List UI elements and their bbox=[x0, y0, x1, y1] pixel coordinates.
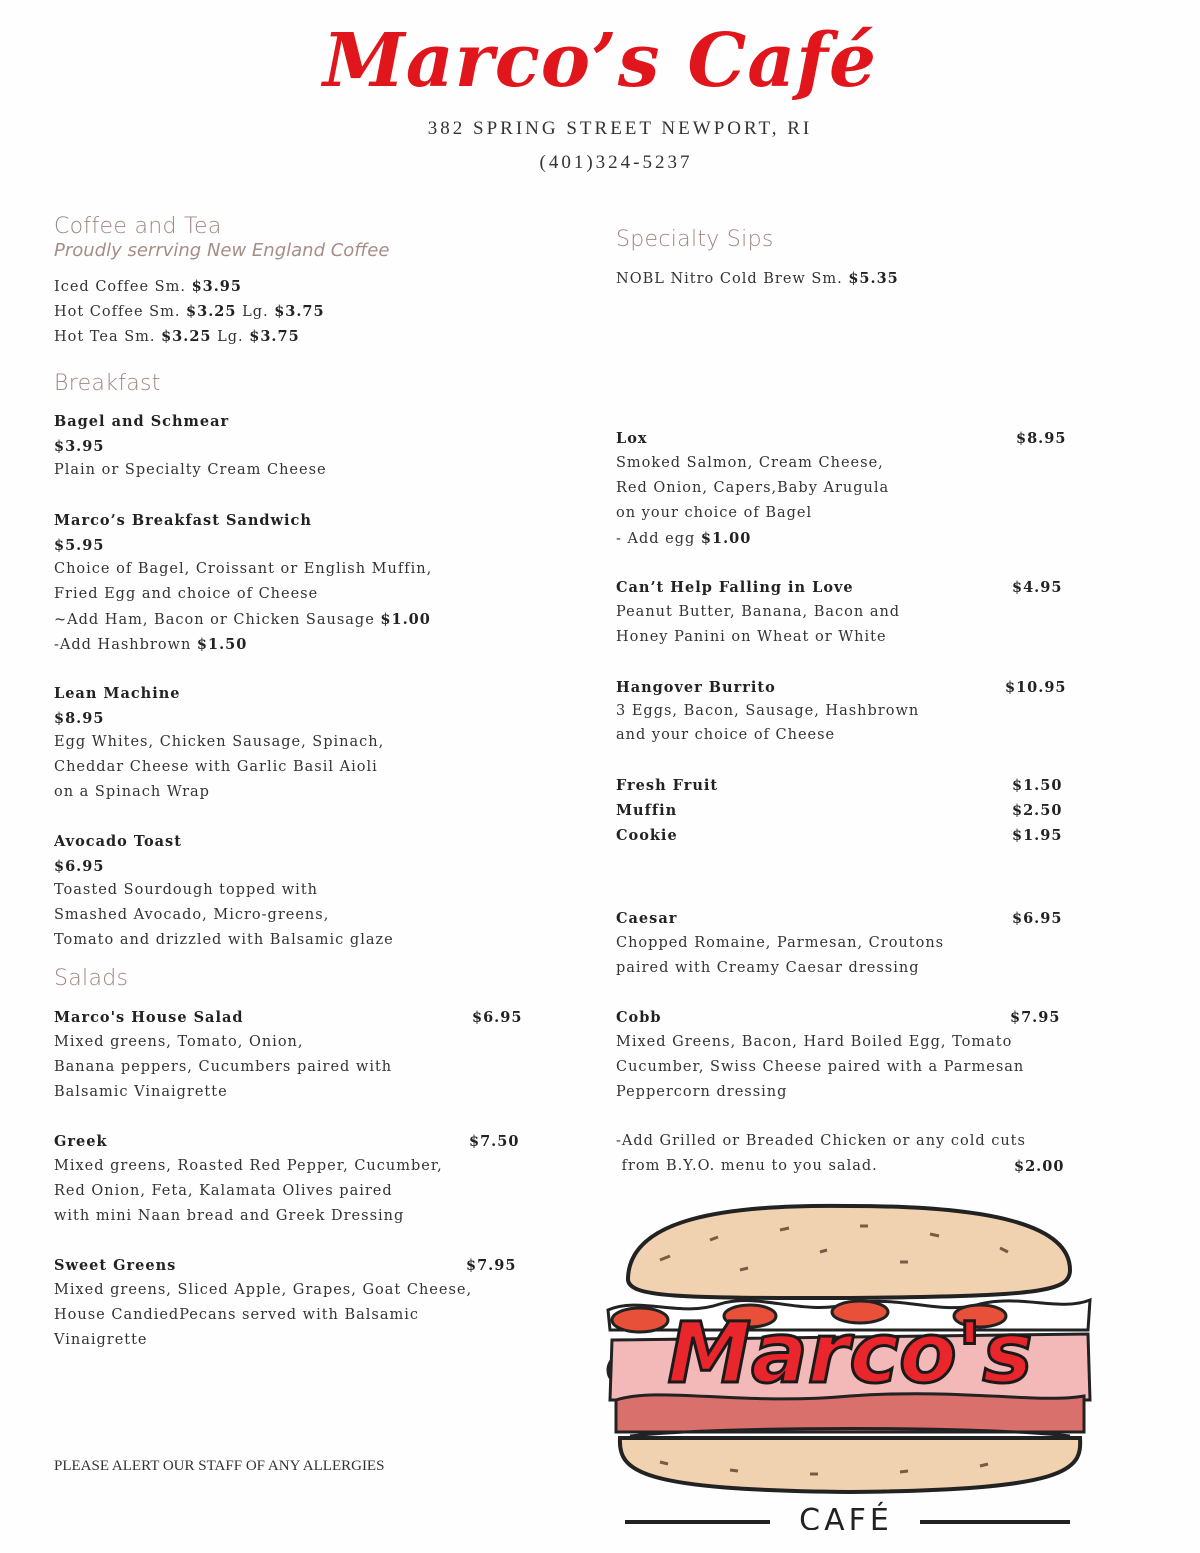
item-name-muffin: Muffin bbox=[616, 802, 678, 819]
item-price-caesar: $6.95 bbox=[1012, 910, 1063, 927]
item-price-large: $3.75 bbox=[274, 303, 325, 320]
item-desc: Smashed Avocado, Micro-greens, bbox=[54, 907, 330, 923]
item-desc: on your choice of Bagel bbox=[616, 505, 813, 521]
item-desc: Mixed Greens, Bacon, Hard Boiled Egg, Tomato bbox=[616, 1034, 1013, 1050]
item-price-cobb: $7.95 bbox=[1010, 1009, 1061, 1026]
item-desc: Egg Whites, Chicken Sausage, Spinach, bbox=[54, 734, 385, 750]
section-title-specialty: Specialty Sips bbox=[616, 227, 774, 252]
item-name-lox: Lox bbox=[616, 430, 648, 447]
item-desc: Choice of Bagel, Croissant or English Muffin, bbox=[54, 561, 433, 577]
item-price-sweet-greens: $7.95 bbox=[466, 1257, 517, 1274]
address: 382 SPRING STREET NEWPORT, RI bbox=[427, 118, 813, 139]
section-title-breakfast: Breakfast bbox=[54, 371, 161, 396]
addon-label: - Add egg bbox=[616, 531, 701, 547]
section-title-salads: Salads bbox=[54, 966, 129, 991]
item-desc: Chopped Romaine, Parmesan, Croutons bbox=[616, 935, 945, 951]
phone-number: (401)324-5237 bbox=[539, 152, 693, 173]
addon-label: -Add Hashbrown bbox=[54, 637, 197, 653]
item-desc: Honey Panini on Wheat or White bbox=[616, 629, 887, 645]
item-price-cookie: $1.95 bbox=[1012, 827, 1063, 844]
item-price-large: $3.75 bbox=[249, 328, 300, 345]
item-desc: House CandiedPecans served with Balsamic bbox=[54, 1307, 420, 1323]
item-label: NOBL Nitro Cold Brew Sm. bbox=[616, 271, 843, 287]
item-price-muffin: $2.50 bbox=[1012, 802, 1063, 819]
marcos-cafe-logo bbox=[600, 1200, 1095, 1530]
item-label: Iced Coffee Sm. bbox=[54, 279, 186, 295]
item-label-large: Lg. bbox=[242, 304, 269, 320]
sandwich-logo-icon bbox=[600, 1200, 1095, 1530]
item-desc: Red Onion, Feta, Kalamata Olives paired bbox=[54, 1183, 393, 1199]
item-desc: Peppercorn dressing bbox=[616, 1084, 788, 1100]
item-desc: Mixed greens, Roasted Red Pepper, Cucumber, bbox=[54, 1158, 443, 1174]
addon-label: ~Add Ham, Bacon or Chicken Sausage bbox=[54, 612, 381, 628]
item-name-fresh-fruit: Fresh Fruit bbox=[616, 777, 719, 794]
item-name-hangover-burrito: Hangover Burrito bbox=[616, 679, 776, 696]
item-addon bbox=[54, 607, 431, 633]
item-desc: Smoked Salmon, Cream Cheese, bbox=[616, 455, 884, 471]
restaurant-name: Marco’s Café bbox=[322, 18, 878, 104]
item-hot-tea bbox=[54, 324, 300, 350]
addon-price: $1.50 bbox=[196, 636, 248, 653]
item-addon bbox=[616, 526, 751, 552]
item-name-cant-help-falling: Can’t Help Falling in Love bbox=[616, 579, 854, 596]
item-name-caesar: Caesar bbox=[616, 910, 678, 927]
item-name-greek: Greek bbox=[54, 1133, 108, 1150]
item-desc: Balsamic Vinaigrette bbox=[54, 1084, 228, 1100]
salad-addon-line2: from B.Y.O. menu to you salad. bbox=[616, 1158, 878, 1174]
item-name-lean-machine: Lean Machine bbox=[54, 685, 181, 702]
logo-wordmark: Marco's bbox=[667, 1304, 1033, 1402]
addon-price: $1.00 bbox=[380, 611, 431, 628]
item-name-breakfast-sandwich: Marco’s Breakfast Sandwich bbox=[54, 512, 312, 529]
item-price-small: $3.25 bbox=[161, 328, 212, 345]
item-desc: Banana peppers, Cucumbers paired with bbox=[54, 1059, 393, 1075]
item-desc: Plain or Specialty Cream Cheese bbox=[54, 462, 327, 478]
item-nitro-cold-brew bbox=[616, 266, 899, 292]
item-price-small: $3.25 bbox=[186, 303, 237, 320]
item-desc: Cheddar Cheese with Garlic Basil Aioli bbox=[54, 759, 378, 775]
item-desc: on a Spinach Wrap bbox=[54, 784, 210, 800]
item-desc: Peanut Butter, Banana, Bacon and bbox=[616, 604, 901, 620]
item-price-fresh-fruit: $1.50 bbox=[1012, 777, 1063, 794]
section-title-coffee: Coffee and Tea bbox=[54, 214, 222, 239]
item-price-bagel: $3.95 bbox=[54, 438, 105, 455]
item-price-lox: $8.95 bbox=[1016, 430, 1067, 447]
item-desc: Vinaigrette bbox=[54, 1332, 148, 1348]
item-price-house-salad: $6.95 bbox=[472, 1009, 523, 1026]
item-desc: Tomato and drizzled with Balsamic glaze bbox=[54, 932, 394, 948]
item-price-breakfast-sandwich: $5.95 bbox=[54, 537, 105, 554]
item-name-bagel: Bagel and Schmear bbox=[54, 413, 230, 430]
item-name-avocado-toast: Avocado Toast bbox=[54, 833, 182, 850]
item-price: $3.95 bbox=[191, 278, 242, 295]
item-desc: Mixed greens, Sliced Apple, Grapes, Goat Cheese, bbox=[54, 1282, 473, 1298]
item-name-house-salad: Marco's House Salad bbox=[54, 1009, 244, 1026]
item-desc: Cucumber, Swiss Cheese paired with a Parmesan bbox=[616, 1059, 1025, 1075]
item-label: Hot Coffee Sm. bbox=[54, 304, 181, 320]
item-desc: Toasted Sourdough topped with bbox=[54, 882, 318, 898]
salad-addon-line1: -Add Grilled or Breaded Chicken or any cold cuts bbox=[616, 1133, 1026, 1149]
item-desc: and your choice of Cheese bbox=[616, 727, 836, 743]
item-iced-coffee bbox=[54, 274, 242, 300]
salad-addon-price: $2.00 bbox=[1014, 1158, 1065, 1175]
item-label-large: Lg. bbox=[217, 329, 244, 345]
item-price-avocado-toast: $6.95 bbox=[54, 858, 105, 875]
item-name-cookie: Cookie bbox=[616, 827, 678, 844]
item-price-hangover-burrito: $10.95 bbox=[1005, 679, 1067, 696]
item-price-greek: $7.50 bbox=[469, 1133, 520, 1150]
logo-cafe-text: CAFÉ bbox=[799, 1503, 893, 1530]
coffee-subtitle: Proudly serrving New England Coffee bbox=[54, 240, 390, 261]
allergy-notice: PLEASE ALERT OUR STAFF OF ANY ALLERGIES bbox=[54, 1458, 385, 1474]
item-hot-coffee bbox=[54, 299, 325, 325]
item-name-sweet-greens: Sweet Greens bbox=[54, 1257, 177, 1274]
item-price-lean-machine: $8.95 bbox=[54, 710, 105, 727]
item-name-cobb: Cobb bbox=[616, 1009, 662, 1026]
item-desc: Mixed greens, Tomato, Onion, bbox=[54, 1034, 304, 1050]
item-desc: Red Onion, Capers,Baby Arugula bbox=[616, 480, 890, 496]
item-desc: with mini Naan bread and Greek Dressing bbox=[54, 1208, 405, 1224]
item-price: $5.35 bbox=[848, 270, 899, 287]
item-desc: 3 Eggs, Bacon, Sausage, Hashbrown bbox=[616, 703, 920, 719]
item-addon bbox=[54, 632, 247, 658]
addon-price: $1.00 bbox=[700, 530, 752, 547]
item-price-cant-help-falling: $4.95 bbox=[1012, 579, 1063, 596]
item-desc: paired with Creamy Caesar dressing bbox=[616, 960, 920, 976]
item-desc: Fried Egg and choice of Cheese bbox=[54, 586, 319, 602]
item-label: Hot Tea Sm. bbox=[54, 329, 156, 345]
